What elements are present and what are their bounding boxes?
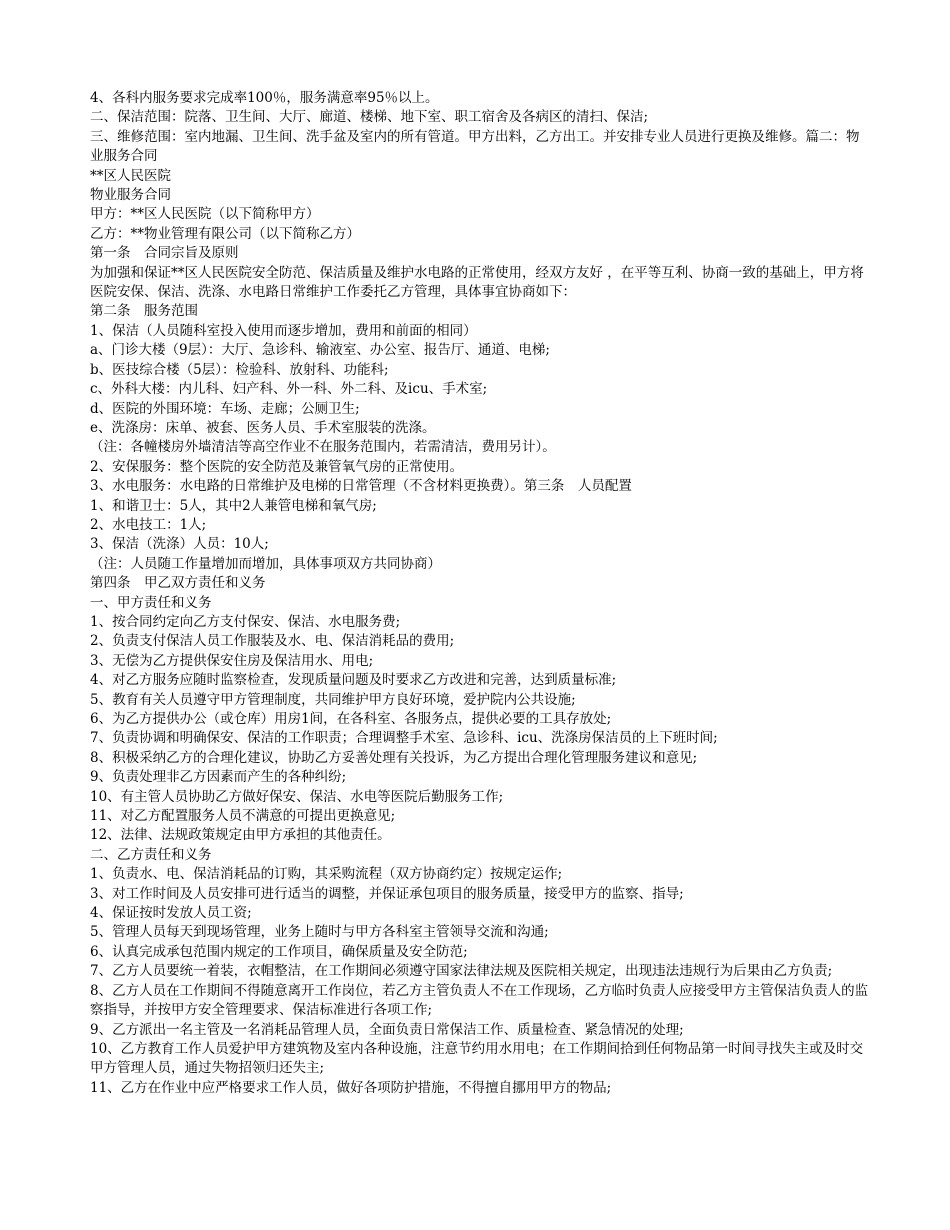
text-line: 10、有主管人员协助乙方做好保安、保洁、水电等医院后勤服务工作; xyxy=(90,788,504,805)
text-line: 5、教育有关人员遵守甲方管理制度，共同维护甲方良好环境，爱护院内公共设施; xyxy=(90,691,576,708)
text-line: 物业服务合同 xyxy=(90,187,171,204)
text-line: 甲方：**区人民医院（以下简称甲方） xyxy=(90,206,320,223)
text-line: b、医技综合楼（5层）：检验科、放射科、功能科; xyxy=(90,361,389,378)
text-line: 11、对乙方配置服务人员不满意的可提出更换意见; xyxy=(90,808,396,825)
text-line: 7、乙方人员要统一着装，衣帽整洁，在工作期间必须遵守国家法律法规及医院相关规定，出现违法违规行为后果由乙方负责; xyxy=(90,963,833,980)
text-line: 9、负责处理非乙方因素而产生的各种纠纷; xyxy=(90,769,347,786)
text-line: **区人民医院 xyxy=(90,167,171,184)
text-line: （注：各幢楼房外墙清洁等高空作业不在服务范围内，若需清洁，费用另计）。 xyxy=(90,439,556,456)
text-line: c、外科大楼：内儿科、妇产科、外一科、外二科、及icu、手术室; xyxy=(90,381,488,398)
text-line: 3、水电服务：水电路的日常维护及电梯的日常管理（不含材料更换费）。第三条 人员配置 xyxy=(90,478,632,495)
text-line: 6、认真完成承包范围内规定的工作项目，确保质量及安全防范; xyxy=(90,943,468,960)
text-line: 1、负责水、电、保洁消耗品的订购，其采购流程（双方协商约定）按规定运作; xyxy=(90,866,563,883)
text-line: 1、按合同约定向乙方支付保安、保洁、水电服务费; xyxy=(90,613,401,630)
text-line: 3、对工作时间及人员安排可进行适当的调整，并保证承包项目的服务质量，接受甲方的监察、指导; xyxy=(90,885,684,902)
text-line: 8、积极采纳乙方的合理化建议，协助乙方妥善处理有关投诉，为乙方提出合理化管理服务建议和意见; xyxy=(90,749,698,766)
text-line: 1、和谐卫士：5人，其中2人兼管电梯和氧气房; xyxy=(90,497,377,514)
text-line: 第一条 合同宗旨及原则 xyxy=(90,245,239,262)
text-line: （注：人员随工作量增加而增加，具体事项双方共同协商） xyxy=(90,555,441,572)
text-line: 10、乙方教育工作人员爱护甲方建筑物及室内各种设施，注意节约用水用电；在工作期间拾到任何物品第一时间寻找失主或及时交甲方管理人员，通过失物招领归还失主; xyxy=(90,1040,864,1077)
text-line: 二、保洁范围：院落、卫生间、大厅、廊道、楼梯、地下室、职工宿舍及各病区的清扫、保洁; xyxy=(90,109,649,126)
text-line: 7、负责协调和明确保安、保洁的工作职责；合理调整手术室、急诊科、icu、洗涤房保洁员的上下班时间; xyxy=(90,730,718,747)
text-line: 二、乙方责任和义务 xyxy=(90,846,212,863)
text-line: 2、安保服务：整个医院的安全防范及兼管氧气房的正常使用。 xyxy=(90,458,464,475)
text-line: 1、保洁（人员随科室投入使用而逐步增加，费用和前面的相同） xyxy=(90,322,477,339)
text-line: 3、无偿为乙方提供保安住房及保洁用水、用电; xyxy=(90,652,374,669)
text-line: 为加强和保证**区人民医院安全防范、保洁质量及维护水电路的正常使用，经双方友好 ，在平等互利、协商一致的基础上，甲方将医院安保、保洁、洗涤、水电路日常维护工作委托乙方管理，具体事宜协商如下： xyxy=(90,264,864,301)
text-line: 4、保证按时发放人员工资; xyxy=(90,905,252,922)
text-line: 三、维修范围：室内地漏、卫生间、洗手盆及室内的所有管道。甲方出料，乙方出工。并安排专业人员进行更换及维修。篇二：物业服务合同 xyxy=(90,128,860,165)
text-line: 8、乙方人员在工作期间不得随意离开工作岗位，若乙方主管负责人不在工作现场，乙方临时负责人应接受甲方主管保洁负责人的监察指导，并按甲方安全管理要求、保洁标准进行各项工作; xyxy=(90,982,869,1019)
text-line: 第二条 服务范围 xyxy=(90,303,198,320)
text-line: 6、为乙方提供办公（或仓库）用房1间，在各科室、各服务点，提供必要的工具存放处; xyxy=(90,711,612,727)
text-line: a、门诊大楼（9层）：大厅、急诊科、输液室、办公室、报告厅、通道、电梯; xyxy=(90,342,550,359)
text-line: 2、负责支付保洁人员工作服装及水、电、保洁消耗品的费用; xyxy=(90,633,455,650)
text-line: 3、保洁（洗涤）人员：10人; xyxy=(90,536,269,553)
text-line: 5、管理人员每天到现场管理，业务上随时与甲方各科室主管领导交流和沟通; xyxy=(90,924,549,941)
text-line: 9、乙方派出一名主管及一名消耗品管理人员，全面负责日常保洁工作、质量检查、紧急情况的处理; xyxy=(90,1021,684,1038)
text-line: 4、各科内服务要求完成率100％，服务满意率95％以上。 xyxy=(90,90,439,106)
text-line: 乙方：**物业管理有限公司（以下简称乙方） xyxy=(90,225,360,242)
text-line: 12、法律、法规政策规定由甲方承担的其他责任。 xyxy=(90,827,391,844)
text-line: 11、乙方在作业中应严格要求工作人员，做好各项防护措施，不得擅自挪用甲方的物品; xyxy=(90,1079,612,1096)
text-line: 第四条 甲乙双方责任和义务 xyxy=(90,575,266,592)
text-line: 2、水电技工：1人; xyxy=(90,516,207,533)
text-line: 一、甲方责任和义务 xyxy=(90,594,212,611)
text-line: d、医院的外围环境：车场、走廊；公厕卫生; xyxy=(90,400,360,417)
document-body xyxy=(90,89,870,1098)
text-line: 4、对乙方服务应随时监察检查，发现质量问题及时要求乙方改进和完善，达到质量标准; xyxy=(90,672,617,689)
text-line: e、洗涤房：床单、被套、医务人员、手术室服装的洗涤。 xyxy=(90,419,436,436)
